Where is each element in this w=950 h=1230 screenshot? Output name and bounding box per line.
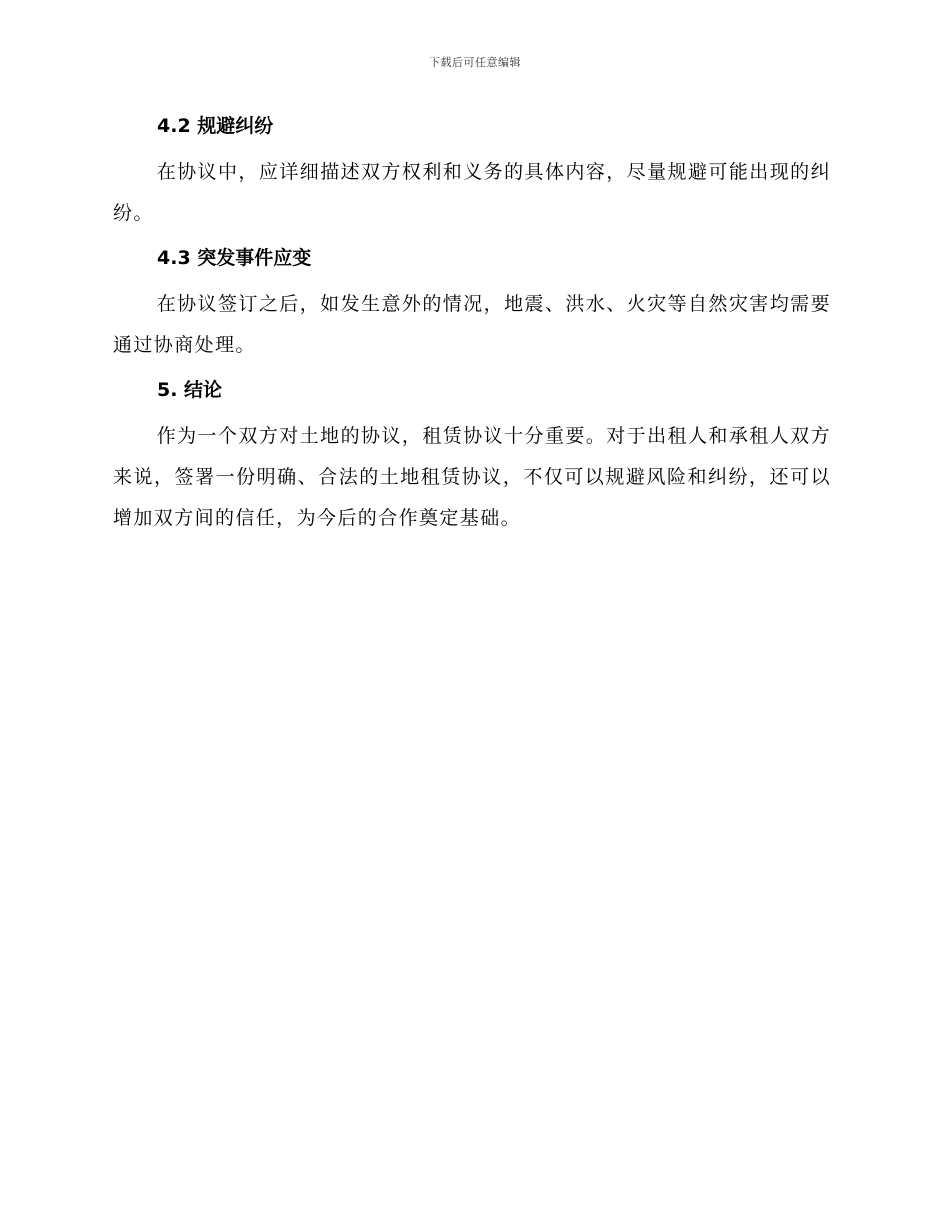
section-conclusion [113, 374, 831, 539]
section-paragraph: 作为一个双方对土地的协议，租赁协议十分重要。对于出租人和承租人双方来说，签署一份明确、合法的土地租赁协议，不仅可以规避风险和纠纷，还可以增加双方间的信任，为今后的合作奠定基础。 [113, 425, 831, 529]
section-dispute-avoidance [113, 110, 831, 234]
section-emergency-response [113, 242, 831, 366]
section-heading: 5. 结论 [157, 379, 223, 401]
section-paragraph: 在协议中，应详细描述双方权利和义务的具体内容，尽量规避可能出现的纠纷。 [113, 161, 831, 224]
page-header: 下载后可任意编辑 [429, 56, 521, 69]
document-body [113, 110, 831, 547]
section-heading: 4.2 规避纠纷 [157, 115, 274, 137]
section-paragraph: 在协议签订之后，如发生意外的情况，地震、洪水、火灾等自然灾害均需要通过协商处理。 [113, 293, 831, 356]
section-heading: 4.3 突发事件应变 [157, 247, 312, 269]
